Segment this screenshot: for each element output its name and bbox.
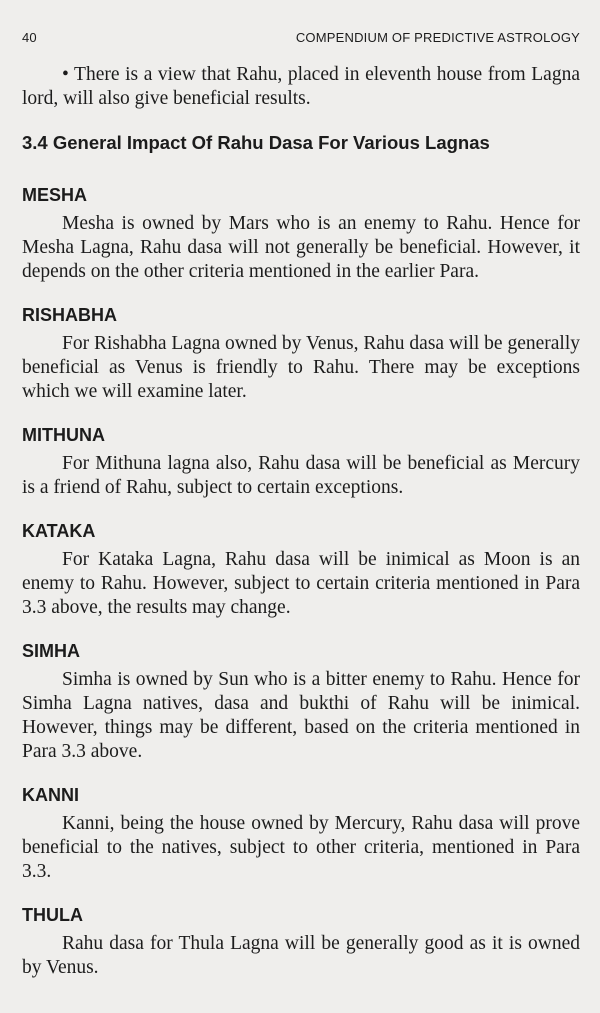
intro-bullet-block <box>22 63 580 111</box>
lagna-heading: RISHABHA <box>22 305 118 325</box>
lagna-heading: THULA <box>22 905 83 925</box>
lagna-heading: KANNI <box>22 785 79 805</box>
lagna-paragraph: For Kataka Lagna, Rahu dasa will be inimical as Moon is an enemy to Rahu. However, subject to certain criteria mentioned in Para 3.3 above, the results may change. <box>22 549 580 618</box>
lagna-paragraph: Rahu dasa for Thula Lagna will be generally good as it is owned by Venus. <box>22 933 580 978</box>
lagna-section-kanni <box>22 783 580 884</box>
lagna-section-simha <box>22 639 580 764</box>
lagna-heading: MESHA <box>22 185 88 205</box>
lagna-section-kataka <box>22 519 580 620</box>
page-number: 40 <box>22 30 37 45</box>
lagna-heading: MITHUNA <box>22 425 105 445</box>
intro-bullet: • There is a view that Rahu, placed in eleventh house from Lagna lord, will also give beneficial results. <box>22 64 580 109</box>
lagna-paragraph: For Mithuna lagna also, Rahu dasa will be beneficial as Mercury is a friend of Rahu, subject to certain exceptions. <box>22 453 580 498</box>
lagna-paragraph: Mesha is owned by Mars who is an enemy to Rahu. Hence for Mesha Lagna, Rahu dasa will not generally be beneficial. However, it depends on the other criteria mentioned in the earlier Para. <box>22 213 580 282</box>
lagna-section-thula <box>22 903 580 980</box>
lagna-section-rishabha <box>22 303 580 404</box>
running-title: COMPENDIUM OF PREDICTIVE ASTROLOGY <box>295 30 580 45</box>
lagna-paragraph: For Rishabha Lagna owned by Venus, Rahu dasa will be generally beneficial as Venus is friendly to Rahu. There may be exceptions which we will examine later. <box>22 333 580 402</box>
lagna-section-mithuna <box>22 423 580 500</box>
lagna-paragraph: Simha is owned by Sun who is a bitter enemy to Rahu. Hence for Simha Lagna natives, dasa and bukthi of Rahu will be inimical. However, things may be different, based on the criteria mentioned in Para 3.3 above. <box>22 669 580 762</box>
section-heading-block <box>22 131 580 155</box>
section-heading: 3.4 General Impact Of Rahu Dasa For Various Lagnas <box>22 132 490 153</box>
lagna-heading: KATAKA <box>22 521 96 541</box>
lagna-heading: SIMHA <box>22 641 80 661</box>
lagna-paragraph: Kanni, being the house owned by Mercury, Rahu dasa will prove beneficial to the natives, subject to other criteria, mentioned in Para 3.3. <box>22 813 580 882</box>
lagna-section-mesha <box>22 183 580 284</box>
